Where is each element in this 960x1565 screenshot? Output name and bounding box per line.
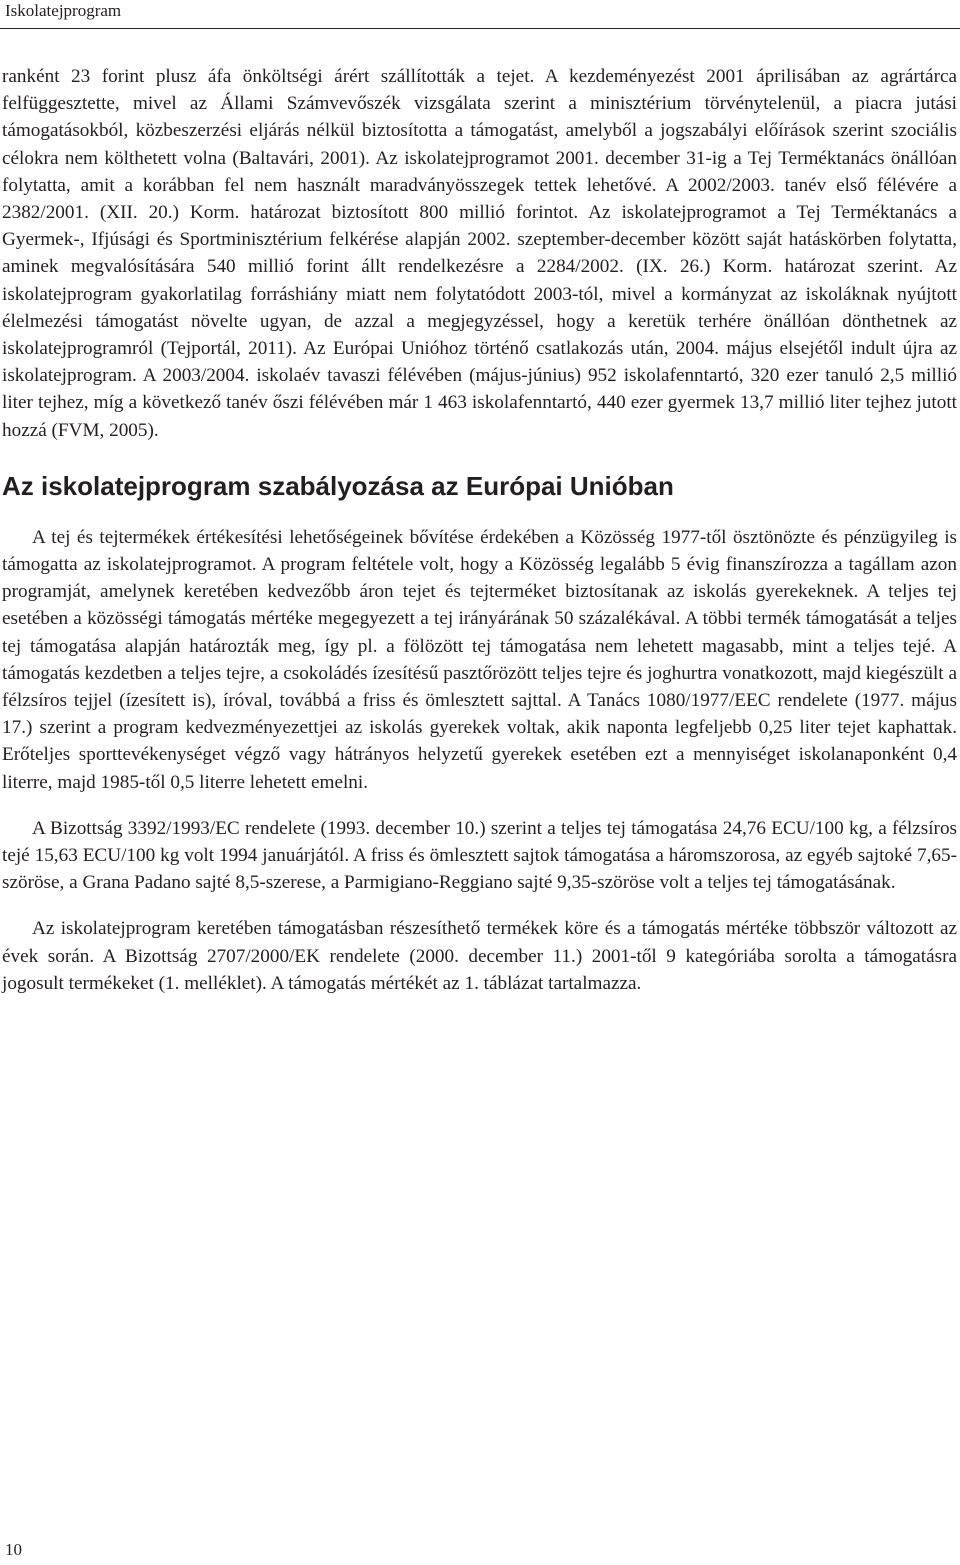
document-body (2, 63, 957, 997)
running-header (0, 0, 960, 34)
intro-paragraph: ranként 23 forint plusz áfa önköltségi árért szállították a tejet. A kezdeményezést 2001 áprilisában az agrártárca felfüggesztette, mivel az Állami Számvevőszék vizsgálata szerint a minisztérium törvénytelenül, a piacra jutási támogatásokból, közbeszerzési eljárás nélkül biztosította a támogatást, amelyből a jogszabályi előírások szerint szociális célokra nem költhetett volna (Baltavári, 2001). Az iskolatejprogramot 2001. december 31-ig a Tej Terméktanács önállóan folytatta, amit a korábban fel nem használt maradványösszegek tettek lehetővé. A 2002/2003. tanév első félévére a 2382/2001. (XII. 20.) Korm. határozat biztosított 800 millió forintot. Az iskolatejprogramot a Tej Terméktanács a Gyermek-, Ifjúsági és Sportminisztérium felkérése alapján 2002. szeptember-december között saját hatáskörben folytatta, aminek megvalósítására 540 millió forint állt rendelkezésre a 2284/2002. (IX. 26.) Korm. határozat szerint. Az iskolatejprogram gyakorlatilag forráshiány miatt nem folytatódott 2003-tól, mivel a kormányzat az iskoláknak nyújtott élelmezési támogatást növelte ugyan, de azzal a megjegyzéssel, hogy a keretük terhére önállóan dönthetnek az iskolatejprogramról (Tejportál, 2011). Az Európai Unióhoz történő csatlakozás után, 2004. május elsejétől indult újra az iskolatejprogram. A 2003/2004. iskolaév tavaszi félévében (május-június) 952 iskolafenntartó, 320 ezer tanuló 2,5 millió liter tejhez, míg a következő tanév őszi félévében már 1 463 iskolafenntartó, 440 ezer gyermek 13,7 millió liter tejhez jutott hozzá (FVM, 2005). (2, 66, 957, 441)
header-divider (0, 28, 960, 29)
header-title: Iskolatejprogram (5, 1, 122, 20)
section-heading: Az iskolatejprogram szabályozása az Európai Unióban (2, 470, 674, 501)
paragraph-2: A Bizottság 3392/1993/EC rendelete (1993. december 10.) szerint a teljes tej támogatása 24,76 ECU/100 kg, a félzsíros tejé 15,63 ECU/100 kg volt 1994 januárjától. A friss és ömlesztett sajtok támogatása a háromszorosa, az egyéb sajtoké 7,65-szöröse, a Grana Padano sajté 8,5-szerese, a Parmigiano-Reggiano sajté 9,35-szöröse volt a teljes tej támogatásának. (2, 817, 957, 894)
page-number: 10 (5, 1540, 22, 1559)
paragraph-1: A tej és tejtermékek értékesítési lehetőségeinek bővítése érdekében a Közösség 1977-től ösztönözte és pénzügyileg is támogatta az iskolatejprogramot. A program feltétele volt, hogy a Közösség legalább 5 évig finanszírozza a tagállam azon programját, amelynek keretében kedvezőbb áron tejet és tejterméket biztosítanak az iskolás gyerekeknek. A teljes tej esetében a közösségi támogatás mértéke megegyezett a tej irányárának 50 százalékával. A többi termék támogatását a teljes tej támogatása alapján határozták meg, így pl. a fölözött tej támogatása nem lehetett magasabb, mint a teljes tejé. A támogatás kezdetben a teljes tejre, a csokoládés ízesítésű pasztőrözött teljes tejre és joghurtra vonatkozott, majd kiegészült a félzsíros tejjel (ízesített is), íróval, továbbá a friss és ömlesztett sajttal. A Tanács 1080/1977/EEC rendelete (1977. május 17.) szerint a program kedvezményezettjei az iskolás gyerekek voltak, akik naponta legfeljebb 0,25 liter tejet kaphattak. Erőteljes sporttevékenységet végző vagy hátrányos helyzetű gyerekek esetében ezt a mennyiséget iskolanaponként 0,4 literre, majd 1985-től 0,5 literre lehetett emelni. (2, 526, 957, 793)
paragraph-3: Az iskolatejprogram keretében támogatásban részesíthető termékek köre és a támogatás mértéke többször változott az évek során. A Bizottság 2707/2000/EK rendelete (2000. december 11.) 2001-től 9 kategóriába sorolta a támogatásra jogosult termékeket (1. melléklet). A támogatás mértékét az 1. táblázat tartalmazza. (2, 918, 957, 994)
